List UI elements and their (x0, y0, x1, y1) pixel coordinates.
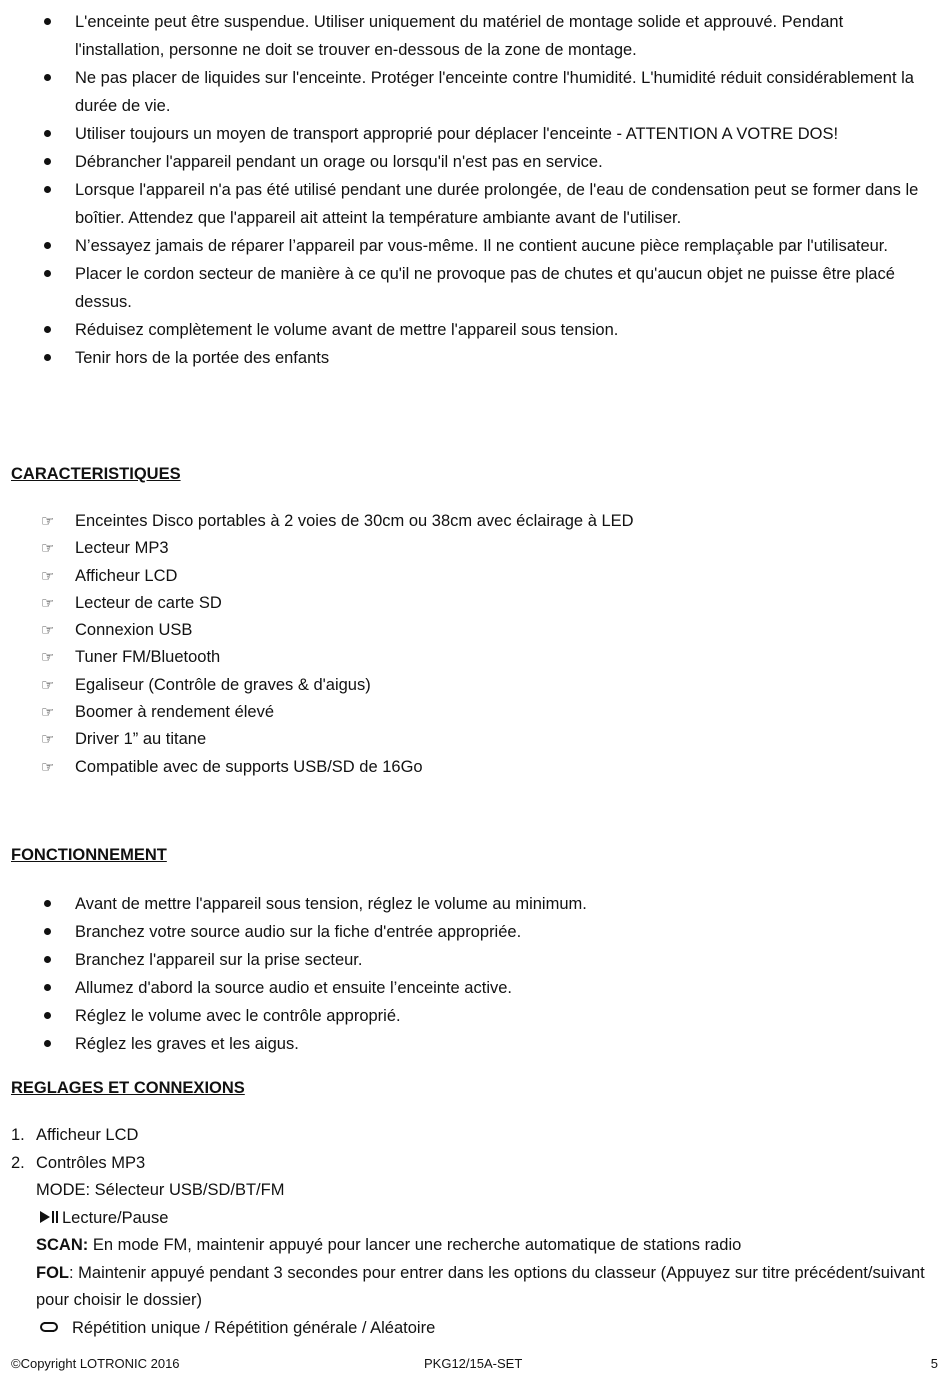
pointing-hand-icon: ☞ (41, 566, 55, 585)
list-item: Utiliser toujours un moyen de transport approprié pour déplacer l'enceinte - ATTENTION A VOTRE DOS! (0, 120, 950, 148)
list-item: ☞ Lecteur MP3 (0, 535, 950, 562)
pointing-hand-icon: ☞ (41, 539, 55, 558)
item-number: 2. (11, 1153, 25, 1172)
list-item: Réglez les graves et les aigus. (0, 1030, 950, 1058)
repeat-line: Répétition unique / Répétition générale / Aléatoire (0, 1315, 950, 1343)
list-item: Ne pas placer de liquides sur l'enceinte. Protéger l'enceinte contre l'humidité. L'humidité réduit considérablement la durée de vie. (0, 64, 950, 120)
play-pause-line: Lecture/Pause (0, 1205, 950, 1233)
features-list (0, 508, 950, 781)
bullet-icon (44, 900, 51, 907)
list-item: Tenir hors de la portée des enfants (0, 344, 950, 372)
pointing-hand-icon: ☞ (41, 648, 55, 667)
pointing-hand-icon: ☞ (41, 757, 55, 776)
bullet-icon (44, 928, 51, 935)
scan-label: SCAN: (36, 1236, 89, 1254)
fol-label: FOL (36, 1263, 69, 1282)
list-item: ☞ Connexion USB (0, 617, 950, 644)
list-item: Réduisez complètement le volume avant de mettre l'appareil sous tension. (0, 316, 950, 344)
list-item: Avant de mettre l'appareil sous tension, réglez le volume au minimum. (0, 890, 950, 918)
bullet-icon (44, 1040, 51, 1047)
bullet-icon (44, 74, 51, 81)
copyright: ©Copyright LOTRONIC 2016 (11, 1356, 180, 1371)
bullet-icon (44, 956, 51, 963)
pointing-hand-icon: ☞ (41, 675, 55, 694)
pointing-hand-icon: ☞ (41, 730, 55, 749)
list-item: Allumez d'abord la source audio et ensuite l’enceinte active. (0, 974, 950, 1002)
repeat-icon (38, 1320, 60, 1334)
bullet-icon (44, 130, 51, 137)
settings-list (0, 1122, 950, 1342)
bullet-icon (44, 186, 51, 193)
operation-heading: FONCTIONNEMENT (11, 846, 167, 864)
bullet-icon (44, 158, 51, 165)
features-heading: CARACTERISTIQUES (11, 465, 181, 483)
bullet-icon (44, 242, 51, 249)
operation-list (0, 890, 950, 1058)
list-item: ☞ Afficheur LCD (0, 563, 950, 590)
list-item: Débrancher l'appareil pendant un orage ou lorsqu'il n'est pas en service. (0, 148, 950, 176)
list-item: Branchez votre source audio sur la fiche d'entrée appropriée. (0, 918, 950, 946)
bullet-icon (44, 18, 51, 25)
list-item: Branchez l'appareil sur la prise secteur. (0, 946, 950, 974)
mode-line: MODE: Sélecteur USB/SD/BT/FM (36, 1181, 285, 1199)
list-item: N’essayez jamais de réparer l’appareil par vous-même. Il ne contient aucune pièce remplaçable par l'utilisateur. (0, 232, 950, 260)
pointing-hand-icon: ☞ (41, 621, 55, 640)
list-item: ☞ Compatible avec de supports USB/SD de 16Go (0, 754, 950, 781)
list-item: ☞ Enceintes Disco portables à 2 voies de 30cm ou 38cm avec éclairage à LED (0, 508, 950, 535)
bullet-icon (44, 354, 51, 361)
list-item: 2. Contrôles MP3 (0, 1150, 950, 1178)
list-item: ☞ Egaliseur (Contrôle de graves & d'aigus) (0, 672, 950, 699)
list-item: ☞ Boomer à rendement élevé (0, 699, 950, 726)
pointing-hand-icon: ☞ (41, 703, 55, 722)
play-pause-icon (40, 1210, 62, 1224)
list-item: ☞ Lecteur de carte SD (0, 590, 950, 617)
item-number: 1. (11, 1126, 25, 1144)
list-item: Placer le cordon secteur de manière à ce qu'il ne provoque pas de chutes et qu'aucun objet ne puisse être placé dessus. (0, 260, 950, 316)
settings-heading: REGLAGES ET CONNEXIONS (11, 1079, 245, 1097)
list-item: 1. Afficheur LCD (0, 1122, 950, 1150)
model-number: PKG12/15A-SET (424, 1356, 523, 1371)
list-item: Réglez le volume avec le contrôle approprié. (0, 1002, 950, 1030)
pointing-hand-icon: ☞ (41, 512, 55, 530)
bullet-icon (44, 326, 51, 333)
scan-line: SCAN: En mode FM, maintenir appuyé pour lancer une recherche automatique de stations radio (36, 1236, 742, 1254)
bullet-icon (44, 984, 51, 991)
fol-line: FOL: Maintenir appuyé pendant 3 secondes pour entrer dans les options du classeur (Appuyez sur titre précédent/suivant pour choisir le dossier) (36, 1263, 925, 1309)
bullet-icon (44, 270, 51, 277)
safety-list (0, 8, 950, 372)
list-item: ☞ Tuner FM/Bluetooth (0, 644, 950, 671)
page-number: 5 (930, 1356, 938, 1371)
bullet-icon (44, 1012, 51, 1019)
list-item: Lorsque l'appareil n'a pas été utilisé pendant une durée prolongée, de l'eau de condensation peut se former dans le boîtier. Attendez que l'appareil ait atteint la température ambiante avant de l'utiliser. (0, 176, 950, 232)
pointing-hand-icon: ☞ (41, 593, 55, 612)
list-item: L'enceinte peut être suspendue. Utiliser uniquement du matériel de montage solide et approuvé. Pendant l'installation, personne ne doit se trouver en-dessous de la zone de montage. (0, 8, 950, 64)
list-item: ☞ Driver 1” au titane (0, 726, 950, 753)
